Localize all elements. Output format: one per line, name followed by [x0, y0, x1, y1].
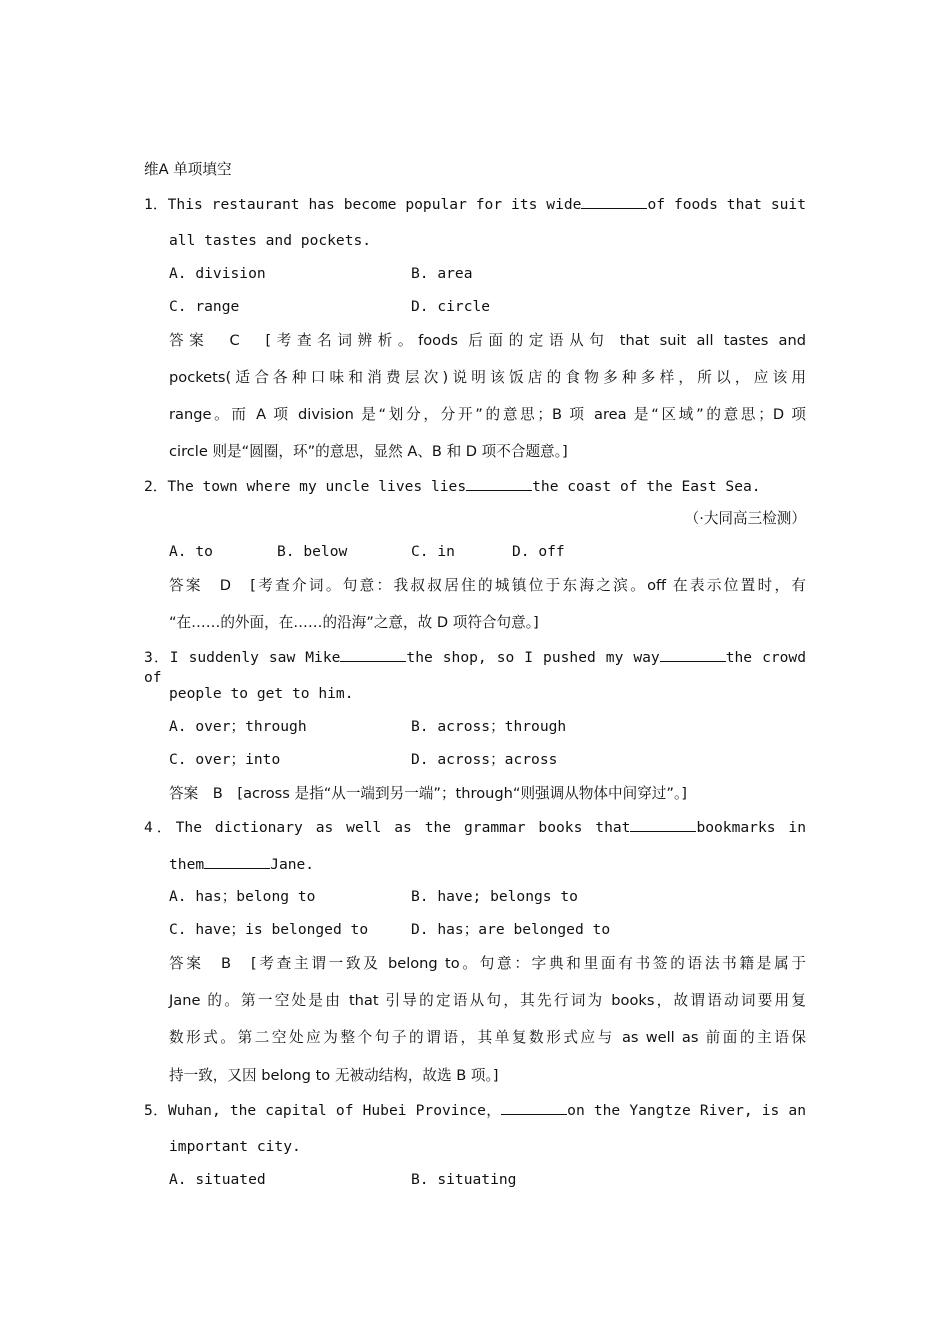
q5-option-a: A. situated [169, 1171, 266, 1188]
q1-answer-line-2: pockets(适合各种口味和消费层次)说明该饭店的食物多种多样，所以，应该用 [169, 369, 806, 386]
q2-option-c: C. in [411, 543, 455, 560]
answer-blank [466, 476, 532, 491]
q2-option-a: A. to [169, 543, 213, 560]
question-2-line-1: 2．The town where my uncle lives lies the coast of the East Sea. [144, 478, 761, 495]
question-1-line-1: 1．This restaurant has become popular for its wide of foods that suit [144, 196, 806, 213]
q2-answer-line-1: 答案 D [考查介词。句意：我叔叔居住的城镇位于东海之滨。off 在表示位置时，有 [169, 577, 806, 594]
question-3-line-2: people to get to him. [169, 685, 354, 702]
q5-option-b: B. situating [411, 1171, 517, 1188]
q1-answer-line-3: range。而 A 项 division 是“划分，分开”的意思；B 项 area 是“区域”的意思；D 项 [169, 406, 806, 423]
q3-answer-line-1: 答案 B [across 是指“从一端到另一端”；through“则强调从物体中间穿过”。] [169, 785, 687, 802]
answer-blank [660, 647, 726, 662]
question-4-line-2: them Jane. [169, 856, 315, 873]
question-4-line-1: 4．The dictionary as well as the grammar books that bookmarks in [144, 819, 807, 836]
q1-answer-line-1: 答案 C [考查名词辨析。foods 后面的定语从句 that suit all tastes and [169, 332, 806, 349]
q4-option-d: D. has；are belonged to [411, 921, 611, 938]
q4-answer-line-2: Jane 的。第一空处是由 that 引导的定语从句，其先行词为 books，故谓语动词要用复 [169, 992, 806, 1009]
q2-option-d: D. off [512, 543, 565, 560]
q1-option-c: C. range [169, 298, 240, 315]
q4-option-c: C. have；is belonged to [169, 921, 369, 938]
q3-option-d: D. across；across [411, 751, 558, 768]
question-2-source: （·大同高三检测） [684, 510, 806, 527]
answer-blank [204, 854, 270, 869]
q3-option-a: A. over；through [169, 718, 307, 735]
q1-answer-line-4: circle 则是“圆圈，环”的意思，显然 A、B 和 D 项不合题意。] [169, 443, 568, 460]
answer-blank [501, 1100, 567, 1115]
answer-blank [581, 194, 647, 209]
q3-option-c: C. over；into [169, 751, 281, 768]
q4-option-a: A. has；belong to [169, 888, 316, 905]
section-title: 维A 单项填空 [144, 161, 232, 178]
question-3-line-1: 3．I suddenly saw Mike the shop, so I pushed my way the crowd of [144, 649, 807, 686]
q2-option-b: B. below [277, 543, 348, 560]
q4-answer-line-1: 答案 B [考查主谓一致及 belong to。句意：字典和里面有书签的语法书籍是属于 [169, 955, 806, 972]
question-1-line-2: all tastes and pockets. [169, 232, 372, 249]
answer-blank [340, 647, 406, 662]
q3-option-b: B. across；through [411, 718, 567, 735]
q4-answer-line-4: 持一致，又因 belong to 无被动结构，故选 B 项。] [169, 1067, 499, 1084]
q4-option-b: B. have; belongs to [411, 888, 578, 905]
answer-blank [630, 817, 696, 832]
q4-answer-line-3: 数形式。第二空处应为整个句子的谓语，其单复数形式应与 as well as 前面的主语保 [169, 1029, 806, 1046]
question-5-line-2: important city. [169, 1138, 301, 1155]
q1-option-a: A. division [169, 265, 266, 282]
question-5-line-1: 5．Wuhan, the capital of Hubei Province， on the Yangtze River, is an [144, 1102, 807, 1119]
q1-option-d: D. circle [411, 298, 491, 315]
q2-answer-line-2: “在……的外面，在……的沿海”之意，故 D 项符合句意。] [169, 614, 539, 631]
q1-option-b: B. area [411, 265, 473, 282]
